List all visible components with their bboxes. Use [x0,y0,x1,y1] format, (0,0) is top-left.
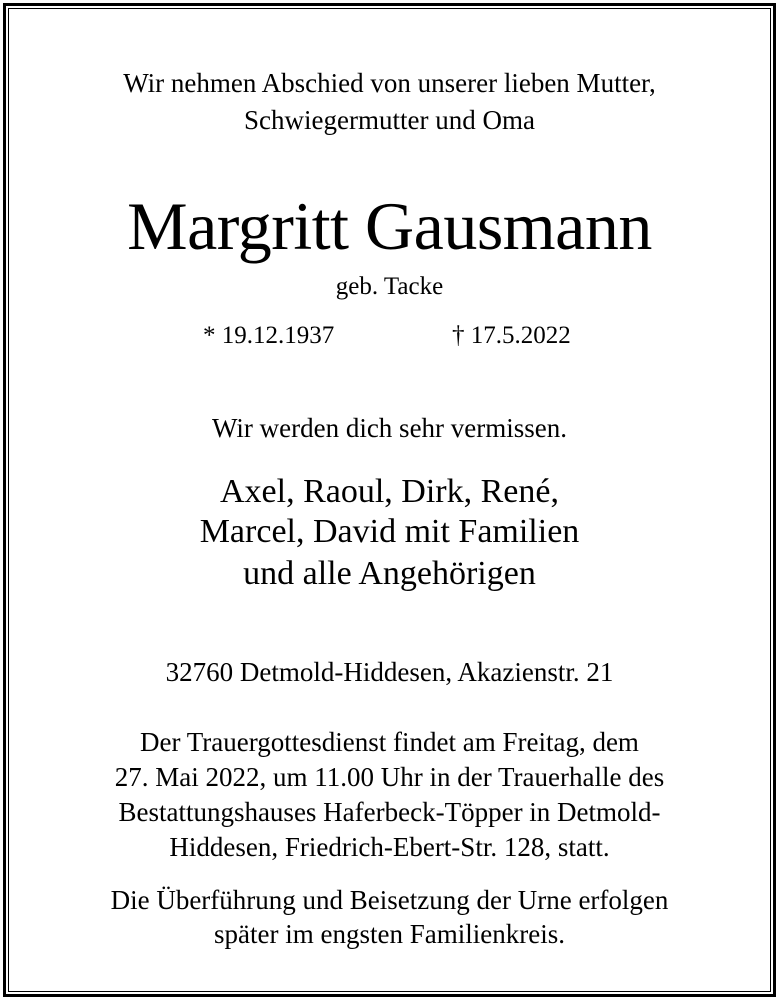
birth-date: * 19.12.1937 [203,322,335,349]
service-line-2: 27. Mai 2022, um 11.00 Uhr in der Trauerhalle des [114,762,665,792]
family-line-1: Axel, Raoul, Dirk, René, [220,473,559,510]
service-line-3: Bestattungshauses Haferbeck-Töpper in Detmold- [118,797,661,827]
intro-line-1: Wir nehmen Abschied von unserer lieben Mutter, [123,68,656,98]
address: 32760 Detmold-Hiddesen, Akazienstr. 21 [165,657,614,687]
intro-line-2: Schwiegermutter und Oma [244,105,535,135]
service-line-1: Der Trauergottesdienst findet am Freitag, dem [140,727,639,757]
deceased-name: Margritt Gausmann [127,188,652,264]
family-line-3: und alle Angehörigen [243,555,536,592]
service-line-4: Hiddesen, Friedrich-Ebert-Str. 128, statt. [169,832,610,862]
burial-line-2: später im engsten Familienkreis. [214,919,565,949]
burial-line-1: Die Überführung und Beisetzung der Urne erfolgen [110,885,669,915]
life-dates [0,320,779,352]
farewell-message: Wir werden dich sehr vermissen. [211,413,568,443]
family-line-2: Marcel, David mit Familien [199,513,580,550]
death-date: † 17.5.2022 [452,322,571,349]
maiden-name: geb. Tacke [335,273,444,300]
